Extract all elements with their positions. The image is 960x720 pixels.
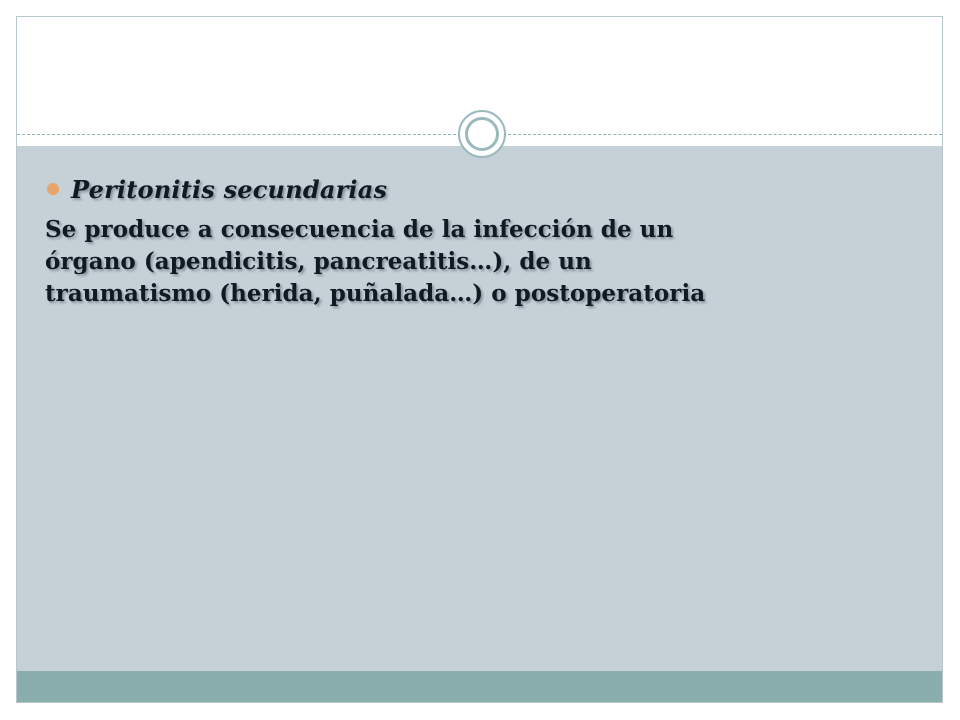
bullet-heading: Peritonitis secundarias: [71, 174, 388, 204]
bullet-item: [45, 169, 925, 209]
slide: [16, 16, 943, 703]
bullet-dot-icon: [47, 183, 59, 195]
body-line: traumatismo (herida, puñalada…) o postoperatoria: [45, 280, 706, 307]
footer-band: [17, 671, 942, 703]
body-paragraph: [45, 214, 925, 310]
body-line: Se produce a consecuencia de la infección de un: [45, 216, 674, 243]
circle-ornament-inner-icon: [465, 117, 499, 151]
slide-body: [45, 169, 925, 310]
body-line: órgano (apendicitis, pancreatitis…), de un: [45, 248, 592, 275]
